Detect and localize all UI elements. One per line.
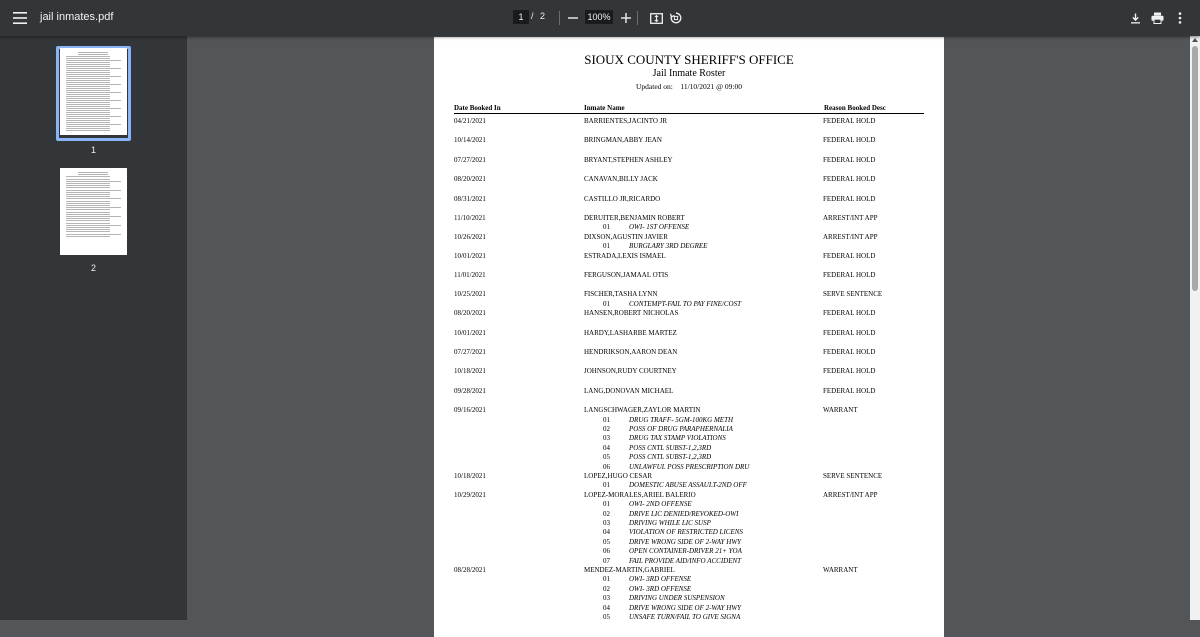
page-number-input[interactable]: 1 (513, 10, 529, 24)
thumbnail-text-line (66, 220, 110, 221)
more-vert-icon[interactable] (1170, 8, 1190, 28)
thumbnail-text-line (66, 112, 110, 113)
roster-reason: FEDERAL HOLD (823, 175, 876, 184)
thumbnail-text-line (66, 58, 110, 59)
charge-number: 05 (603, 453, 610, 462)
roster-reason: WARRANT (823, 406, 858, 415)
thumbnail-text-line (66, 74, 110, 75)
roster-date: 10/29/2021 (454, 490, 486, 499)
thumbnail-text-line (66, 179, 110, 180)
report-subtitle: Jail Inmate Roster (652, 68, 726, 79)
roster-date: 08/20/2021 (454, 175, 486, 184)
thumbnail-text-line (66, 196, 110, 197)
charge-description: UNLAWFUL POSS PRESCRIPTION DRU (629, 462, 750, 471)
thumbnail-sidebar (0, 36, 187, 620)
thumbnail-text-line (66, 183, 110, 184)
charge-description: VIOLATION OF RESTRICTED LICENS (629, 528, 743, 537)
charge-number: 01 (603, 299, 610, 308)
thumbnail-text-line (66, 104, 110, 105)
roster-reason: FEDERAL HOLD (823, 117, 876, 125)
roster-reason: FEDERAL HOLD (823, 251, 876, 260)
roster-date: 11/01/2021 (454, 271, 486, 279)
roster-inmate-name: JOHNSON,RUDY COURTNEY (584, 367, 677, 376)
column-header-reason: Reason Booked Desc (824, 104, 886, 112)
roster-date: 08/31/2021 (454, 194, 486, 203)
roster-inmate-name: FISCHER,TASHA LYNN (584, 290, 658, 299)
thumbnail-text-line (66, 92, 121, 93)
thumbnail-text-line (66, 130, 110, 131)
thumbnail-text-line (66, 102, 110, 103)
toolbar-divider (637, 11, 638, 25)
thumbnail-text-line (66, 96, 110, 97)
thumbnail-text-line (66, 88, 110, 89)
thumbnail-text-line (66, 181, 121, 182)
roster-reason: FEDERAL HOLD (823, 348, 876, 356)
thumbnail-text-line (78, 54, 108, 55)
charge-description: DRIVE WRONG SIDE OF 2-WAY HWY (629, 603, 742, 612)
report-updated (434, 82, 944, 91)
thumbnail-text-line (66, 124, 121, 125)
roster-inmate-name: BRYANT,STEPHEN ASHLEY (584, 155, 673, 164)
charge-number: 05 (603, 613, 610, 621)
thumbnail-text-line (66, 128, 110, 129)
roster-reason: WARRANT (823, 566, 858, 574)
thumbnail-text-line (66, 60, 121, 61)
thumbnail-text-line (66, 218, 110, 219)
roster-inmate-name: HARDY,LASHARBE MARTEZ (584, 328, 677, 337)
charge-description: CONTEMPT-FAIL TO PAY FINE/COST (629, 299, 741, 308)
roster-inmate-name: DERUITER,BENJAMIN ROBERT (584, 214, 685, 222)
roster-date: 10/01/2021 (454, 328, 486, 337)
thumbnail-text-line (66, 185, 110, 186)
column-header-name: Inmate Name (584, 104, 625, 112)
thumbnail-text-line (66, 194, 110, 195)
roster-inmate-name: FERGUSON,JAMAAL OTIS (584, 271, 669, 279)
roster-reason: SERVE SENTENCE (823, 472, 883, 480)
thumbnail-text-line (66, 94, 110, 95)
charge-number: 01 (603, 242, 610, 251)
thumbnail-text-line (66, 207, 121, 208)
charge-number: 03 (603, 434, 610, 443)
charge-description: POSS OF DRUG PARAPHERNALIA (629, 425, 733, 433)
thumbnail-text-line (66, 68, 121, 69)
roster-inmate-name: ESTRADA,LEXIS ISMAEL (584, 251, 666, 260)
charge-number: 07 (603, 556, 610, 565)
thumbnail-text-line (66, 64, 110, 65)
charge-number: 03 (603, 519, 610, 527)
thumbnail-text-line (78, 174, 108, 175)
thumbnail-text-line (66, 120, 110, 121)
thumbnail-text-line (66, 56, 110, 57)
charge-description: DRIVE WRONG SIDE OF 2-WAY HWY (629, 537, 742, 546)
thumbnail-text-line (66, 227, 110, 228)
thumbnail-text-line (66, 216, 121, 217)
thumbnail-text-line (66, 118, 110, 119)
thumbnail-text-line (66, 187, 110, 188)
print-icon[interactable] (1147, 8, 1167, 28)
thumbnail-text-line (66, 82, 110, 83)
thumbnail-text-line (66, 72, 110, 73)
thumbnail-text-line (66, 176, 110, 177)
thumbnail-text-line (66, 198, 121, 199)
thumbnail-text-line (66, 122, 110, 123)
roster-reason: FEDERAL HOLD (823, 155, 876, 164)
charge-description: DRIVING WHILE LIC SUSP (629, 519, 711, 527)
pdf-page-1 (434, 37, 944, 637)
thumbnail-text-line (66, 229, 110, 230)
thumbnail-text-line (66, 214, 110, 215)
roster-date: 09/28/2021 (454, 386, 486, 395)
roster-date: 11/10/2021 (454, 214, 486, 222)
updated-label: Updated on: (635, 82, 673, 91)
roster-inmate-name: BRINGMAN,ABBY JEAN (584, 136, 662, 145)
thumbnail-text-line (66, 234, 121, 235)
roster-reason: FEDERAL HOLD (823, 194, 876, 203)
zoom-level-input[interactable]: 100% (585, 10, 613, 24)
charge-number: 04 (603, 443, 610, 452)
roster-inmate-name: LANG,DONOVAN MICHAEL (584, 386, 674, 395)
scroll-up-arrow-icon[interactable] (1192, 38, 1198, 42)
report-title: SIOUX COUNTY SHERIFF'S OFFICE (584, 52, 794, 67)
thumbnail-label: 1 (90, 145, 96, 155)
charge-description: POSS CNTL SUBST-1,2,3RD (629, 443, 712, 452)
thumbnail-text-line (66, 223, 110, 224)
charge-description: FAIL PROVIDE AID/INFO ACCIDENT (629, 556, 742, 565)
thumbnail-text-line (66, 212, 110, 213)
toolbar-divider (559, 11, 560, 25)
thumbnail-text-line (66, 70, 110, 71)
roster-date: 10/26/2021 (454, 232, 486, 241)
charge-number: 03 (603, 594, 610, 603)
thumbnail-text-line (66, 110, 110, 111)
page-separator: / (531, 11, 534, 21)
roster-date: 10/25/2021 (454, 290, 486, 299)
charge-description: POSS CNTL SUBST-1,2,3RD (629, 453, 712, 462)
fit-page-icon[interactable] (646, 8, 666, 28)
roster-date: 08/20/2021 (454, 309, 486, 318)
pdf-toolbar (0, 0, 1200, 36)
charge-number: 01 (603, 500, 610, 509)
thumbnail-text-line (66, 90, 110, 91)
thumbnail-text-line (78, 172, 108, 173)
thumbnail-text-line (66, 78, 110, 79)
thumbnail-text-line (66, 116, 121, 117)
thumbnail-text-line (66, 62, 110, 63)
roster-date: 10/18/2021 (454, 472, 486, 480)
charge-number: 04 (603, 528, 610, 537)
roster-inmate-name: CASTILLO JR,RICARDO (584, 194, 661, 203)
thumbnail-text-line (66, 106, 110, 107)
roster-inmate-name: LANGSCHWAGER,ZAYLOR MARTIN (584, 406, 701, 415)
menu-icon[interactable] (10, 8, 30, 28)
thumbnail-text-line (66, 225, 121, 226)
thumbnail-text-line (66, 236, 110, 237)
charge-number: 06 (603, 547, 610, 556)
roster-date: 04/21/2021 (454, 117, 486, 125)
thumbnail-text-line (66, 66, 110, 67)
thumbnail-text-line (66, 86, 110, 87)
roster-date: 07/27/2021 (454, 348, 486, 356)
thumbnail-text-line (66, 126, 110, 127)
thumbnail-text-line (66, 203, 110, 204)
charge-description: UNSAFE TURN/FAIL TO GIVE SIGNA (629, 613, 741, 621)
rotate-icon[interactable] (666, 8, 686, 28)
charge-description: OWI- 3RD OFFENSE (629, 575, 692, 584)
thumbnail-text-line (66, 84, 121, 85)
roster-reason: SERVE SENTENCE (823, 290, 883, 299)
page-thumbnail-2[interactable] (60, 168, 127, 255)
thumbnail-text-line (66, 108, 121, 109)
charge-number: 01 (603, 223, 610, 232)
charge-number: 01 (603, 575, 610, 584)
charge-number: 02 (603, 425, 610, 433)
roster-reason: ARREST/INT APP (823, 232, 878, 241)
roster-date: 08/28/2021 (454, 566, 486, 574)
roster-date: 09/16/2021 (454, 406, 486, 415)
download-icon[interactable] (1125, 8, 1145, 28)
zoom-in-icon[interactable] (616, 8, 636, 28)
thumbnail-text-line (66, 114, 110, 115)
roster-reason: ARREST/INT APP (823, 214, 878, 222)
column-header-date: Date Booked In (454, 104, 501, 112)
charge-description: DRUG TRAFF- 5GM-100KG METH (629, 415, 734, 424)
page-thumbnail-1[interactable] (60, 48, 127, 135)
charge-description: OWI- 1ST OFFENSE (629, 223, 690, 232)
thumbnail-text-line (66, 201, 110, 202)
roster-reason: FEDERAL HOLD (823, 309, 876, 318)
zoom-out-icon[interactable] (563, 8, 583, 28)
thumbnail-text-line (66, 100, 121, 101)
thumbnail-text-line (66, 190, 121, 191)
roster-reason: FEDERAL HOLD (823, 328, 876, 337)
roster-reason: FEDERAL HOLD (823, 367, 876, 376)
charge-description: BURGLARY 3RD DEGREE (629, 242, 708, 251)
charge-description: OWI- 3RD OFFENSE (629, 584, 692, 593)
charge-number: 01 (603, 415, 610, 424)
vertical-scrollbar[interactable] (1190, 36, 1200, 620)
roster-reason: FEDERAL HOLD (823, 386, 876, 395)
roster-inmate-name: HENDRIKSON,AARON DEAN (584, 348, 678, 356)
updated-value: 11/10/2021 @ 09:00 (680, 82, 742, 91)
header-rule (454, 113, 924, 114)
charge-number: 04 (603, 603, 610, 612)
roster-date: 07/27/2021 (454, 155, 486, 164)
thumbnail-label: 2 (90, 263, 96, 273)
roster-inmate-name: MENDEZ-MARTIN,GABRIEL (584, 566, 675, 574)
thumbnail-text-line (66, 76, 121, 77)
roster-date: 10/01/2021 (454, 251, 486, 260)
document-title: jail inmates.pdf (40, 11, 114, 23)
roster-date: 10/18/2021 (454, 367, 486, 376)
scrollbar-thumb[interactable] (1192, 46, 1198, 291)
thumbnail-text-line (66, 205, 110, 206)
charge-number: 01 (603, 481, 610, 490)
roster-reason: FEDERAL HOLD (823, 271, 876, 279)
roster-inmate-name: DIXSON,AGUSTIN JAVIER (584, 232, 668, 241)
charge-description: OWI- 2ND OFFENSE (629, 500, 692, 509)
thumbnail-text-line (66, 209, 110, 210)
charge-description: DRIVE LIC DENIED/REVOKED-OWI (629, 509, 739, 518)
roster-inmate-name: LOPEZ-MORALES,ARIEL BALERIO (584, 490, 696, 499)
thumbnail-text-line (66, 80, 110, 81)
charge-number: 02 (603, 509, 610, 518)
roster-inmate-name: LOPEZ,HUGO CESAR (584, 472, 653, 480)
roster-reason: ARREST/INT APP (823, 490, 878, 499)
charge-number: 06 (603, 462, 610, 471)
charge-description: DRUG TAX STAMP VIOLATIONS (629, 434, 726, 443)
roster-date: 10/14/2021 (454, 136, 486, 145)
thumbnail-text-line (66, 192, 110, 193)
charge-description: DOMESTIC ABUSE ASSAULT-2ND OFF (629, 481, 747, 490)
roster-inmate-name: BARRIENTES,JACINTO JR (584, 117, 668, 125)
roster-inmate-name: HANSEN,ROBERT NICHOLAS (584, 309, 679, 318)
charge-description: DRIVING UNDER SUSPENSION (629, 594, 725, 603)
roster-reason: FEDERAL HOLD (823, 136, 876, 145)
charge-number: 02 (603, 584, 610, 593)
thumbnail-text-line (66, 98, 110, 99)
thumbnail-text-line (78, 52, 108, 53)
roster-inmate-name: CANAVAN,BILLY JACK (584, 175, 658, 184)
charge-number: 05 (603, 537, 610, 546)
thumbnail-text-line (66, 231, 110, 232)
page-total: 2 (540, 11, 546, 21)
charge-description: OPEN CONTAINER-DRIVER 21+ YOA (629, 547, 742, 556)
